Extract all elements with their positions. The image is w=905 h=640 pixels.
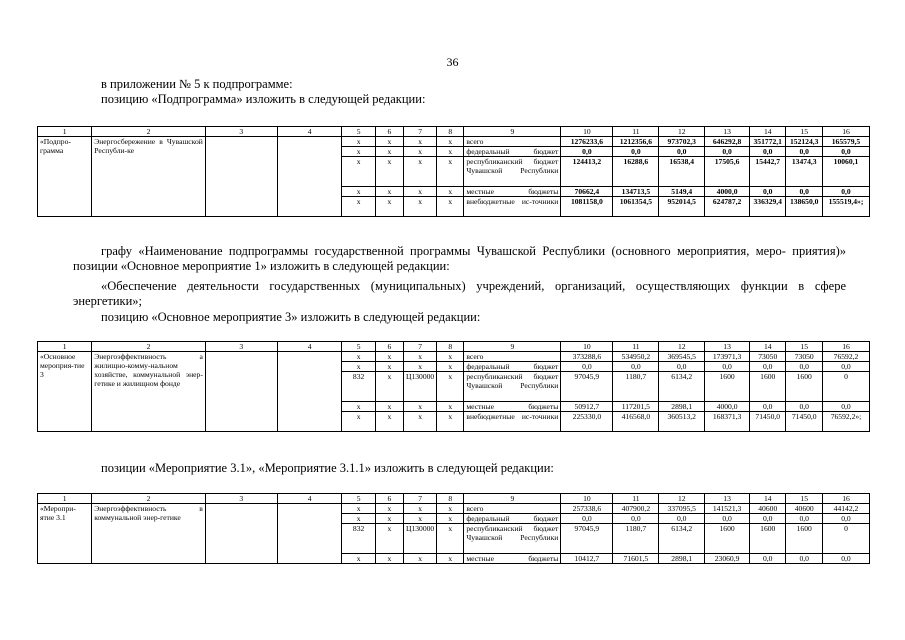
table-row (38, 554, 870, 564)
amount-cell: 0,0 (786, 514, 822, 524)
code-cell: х (342, 147, 375, 157)
column-number: 12 (659, 342, 705, 352)
column-number: 7 (403, 494, 436, 504)
amount-cell: 141521,3 (705, 504, 750, 514)
code-cell: х (437, 362, 464, 372)
empty-cell (92, 554, 206, 564)
table-row (38, 372, 870, 402)
empty-cell (205, 514, 277, 524)
code-cell: х (375, 402, 403, 412)
code-cell: х (342, 554, 375, 564)
empty-cell (277, 137, 342, 147)
empty-cell (205, 362, 277, 372)
position-title: Энергоэффективность в коммунальной энер-гетике (92, 504, 206, 514)
column-number: 16 (822, 127, 869, 137)
code-cell: х (403, 362, 436, 372)
code-cell: 832 (342, 372, 375, 402)
column-number: 14 (750, 342, 786, 352)
amount-cell: 1600 (786, 372, 822, 402)
code-cell: х (437, 147, 464, 157)
empty-cell (38, 147, 92, 157)
amount-cell: 0,0 (561, 514, 613, 524)
empty-cell (38, 372, 92, 402)
amount-cell: 1180,7 (613, 524, 659, 554)
amount-cell: 646292,8 (705, 137, 750, 147)
paragraph-column-name: графу «Наименование подпрограммы государственной программы Чувашской Республики (основного мероприятия, меро- приятия)» позиции «Основное мероприятие 1» изложить в следующей редакции: (73, 244, 846, 273)
column-number: 10 (561, 494, 613, 504)
column-number: 7 (403, 127, 436, 137)
paragraph-events: позиции «Мероприятие 3.1», «Мероприятие 3.1.1» изложить в следующей редакции: (101, 461, 554, 475)
position-name: «Меропри-ятие 3.1 (38, 504, 92, 514)
amount-cell: 1600 (705, 372, 750, 402)
table-header-row (38, 494, 870, 504)
column-number: 10 (561, 342, 613, 352)
column-number: 13 (705, 127, 750, 137)
table-header-row (38, 127, 870, 137)
amount-cell: 76592,2 (822, 352, 869, 362)
amount-cell: 0,0 (786, 187, 822, 197)
empty-cell (205, 137, 277, 147)
amount-cell: 0,0 (750, 402, 786, 412)
amount-cell: 0,0 (822, 554, 869, 564)
amount-cell: 624787,2 (705, 197, 750, 217)
funding-source: внебюджетные ис-точники (464, 197, 561, 217)
amount-cell: 1600 (786, 524, 822, 554)
column-number: 9 (464, 127, 561, 137)
funding-source: всего (464, 504, 561, 514)
amount-cell: 152124,3 (786, 137, 822, 147)
code-cell: х (342, 187, 375, 197)
amount-cell: 0,0 (786, 554, 822, 564)
position-name: «Подпро-грамма (38, 137, 92, 147)
amount-cell: 0,0 (786, 147, 822, 157)
position-title: Энергосбережение в Чувашской Республи-ке (92, 137, 206, 147)
column-number: 7 (403, 342, 436, 352)
subprogram-table (37, 126, 870, 217)
empty-cell (38, 412, 92, 432)
amount-cell: 124413,2 (561, 157, 613, 187)
amount-cell: 0,0 (705, 362, 750, 372)
position-name: «Основное мероприя-тие 3 (38, 352, 92, 362)
amount-cell: 0,0 (750, 362, 786, 372)
amount-cell: 336329,4 (750, 197, 786, 217)
amount-cell: 97045,9 (561, 524, 613, 554)
paragraph-main-event-3: позицию «Основное мероприятие 3» изложить в следующей редакции: (101, 310, 481, 324)
empty-cell (205, 352, 277, 362)
table-row (38, 524, 870, 554)
column-number: 16 (822, 494, 869, 504)
funding-source: федеральный бюджет (464, 147, 561, 157)
empty-cell (205, 187, 277, 197)
amount-cell: 4000,0 (705, 402, 750, 412)
empty-cell (92, 157, 206, 187)
amount-cell: 0,0 (705, 147, 750, 157)
column-number: 2 (92, 342, 206, 352)
amount-cell: 50912,7 (561, 402, 613, 412)
table-row (38, 402, 870, 412)
column-number: 2 (92, 127, 206, 137)
column-number: 2 (92, 494, 206, 504)
table-row (38, 504, 870, 514)
table-row (38, 352, 870, 362)
column-number: 5 (342, 127, 375, 137)
code-cell: х (403, 137, 436, 147)
code-cell: х (375, 197, 403, 217)
amount-cell: 15442,7 (750, 157, 786, 187)
amount-cell: 73050 (786, 352, 822, 362)
amount-cell: 73050 (750, 352, 786, 362)
column-number: 15 (786, 342, 822, 352)
empty-cell (92, 514, 206, 524)
amount-cell: 1276233,6 (561, 137, 613, 147)
amount-cell: 416568,0 (613, 412, 659, 432)
amount-cell: 534950,2 (613, 352, 659, 362)
empty-cell (277, 147, 342, 157)
amount-cell: 6134,2 (659, 372, 705, 402)
empty-cell (277, 402, 342, 412)
amount-cell: 1212356,6 (613, 137, 659, 147)
amount-cell: 0,0 (750, 147, 786, 157)
empty-cell (205, 554, 277, 564)
amount-cell: 13474,3 (786, 157, 822, 187)
amount-cell: 0,0 (613, 362, 659, 372)
column-number: 3 (205, 342, 277, 352)
amount-cell: 44142,2 (822, 504, 869, 514)
funding-source: республиканский бюджет Чувашской Республики (464, 372, 561, 402)
column-number: 3 (205, 494, 277, 504)
empty-cell (277, 372, 342, 402)
column-number: 11 (613, 342, 659, 352)
amount-cell: 351772,1 (750, 137, 786, 147)
amount-cell: 71450,0 (750, 412, 786, 432)
column-number: 3 (205, 127, 277, 137)
table-row (38, 412, 870, 432)
code-cell: х (437, 372, 464, 402)
amount-cell: 0,0 (786, 362, 822, 372)
funding-source: всего (464, 137, 561, 147)
amount-cell: 40600 (750, 504, 786, 514)
amount-cell: 0,0 (705, 514, 750, 524)
empty-cell (277, 362, 342, 372)
code-cell: х (342, 412, 375, 432)
code-cell: х (342, 352, 375, 362)
amount-cell: 952014,5 (659, 197, 705, 217)
code-cell: х (403, 352, 436, 362)
amount-cell: 0,0 (613, 147, 659, 157)
empty-cell (277, 524, 342, 554)
amount-cell: 0 (822, 372, 869, 402)
empty-cell (92, 362, 206, 372)
page-number: 36 (446, 55, 459, 69)
empty-cell (92, 524, 206, 554)
empty-cell (92, 187, 206, 197)
empty-cell (38, 554, 92, 564)
position-title: Энергоэффективность а жилищно-комму-нальном хозяйстве, коммунальной энер-гетике и жилищном фонде (92, 352, 206, 362)
column-number: 1 (38, 494, 92, 504)
column-number: 4 (277, 494, 342, 504)
funding-source: всего (464, 352, 561, 362)
empty-cell (277, 157, 342, 187)
paragraph-new-text: «Обеспечение деятельности государственных (муниципальных) учреждений, организаций, осуществляющих функции в сфере энергетики»; (73, 279, 847, 308)
funding-source: федеральный бюджет (464, 514, 561, 524)
amount-cell: 0,0 (750, 554, 786, 564)
column-number: 5 (342, 342, 375, 352)
amount-cell: 10412,7 (561, 554, 613, 564)
code-cell: Ц130000 (403, 372, 436, 402)
amount-cell: 1180,7 (613, 372, 659, 402)
empty-cell (277, 352, 342, 362)
empty-cell (38, 402, 92, 412)
amount-cell: 0,0 (659, 362, 705, 372)
column-number: 1 (38, 342, 92, 352)
amount-cell: 0 (822, 524, 869, 554)
intro-line-1: в приложении № 5 к подпрограмме: (101, 77, 293, 91)
code-cell: х (437, 514, 464, 524)
column-number: 8 (437, 494, 464, 504)
table-row (38, 137, 870, 147)
amount-cell: 97045,9 (561, 372, 613, 402)
table-row (38, 514, 870, 524)
code-cell: х (437, 524, 464, 554)
code-cell: 832 (342, 524, 375, 554)
code-cell: х (437, 504, 464, 514)
empty-cell (205, 504, 277, 514)
column-number: 14 (750, 494, 786, 504)
amount-cell: 2898,1 (659, 402, 705, 412)
column-number: 15 (786, 127, 822, 137)
code-cell: х (437, 412, 464, 432)
amount-cell: 369545,5 (659, 352, 705, 362)
amount-cell: 0,0 (659, 147, 705, 157)
code-cell: х (342, 197, 375, 217)
amount-cell: 165579,5 (822, 137, 869, 147)
code-cell: х (375, 187, 403, 197)
amount-cell: 16538,4 (659, 157, 705, 187)
amount-cell: 373288,6 (561, 352, 613, 362)
code-cell: х (342, 504, 375, 514)
amount-cell: 1600 (750, 524, 786, 554)
code-cell: х (437, 402, 464, 412)
empty-cell (92, 147, 206, 157)
code-cell: х (437, 197, 464, 217)
table-row (38, 147, 870, 157)
column-number: 4 (277, 127, 342, 137)
empty-cell (38, 362, 92, 372)
amount-cell: 1600 (750, 372, 786, 402)
column-number: 4 (277, 342, 342, 352)
column-number: 6 (375, 494, 403, 504)
amount-cell: 0,0 (659, 514, 705, 524)
amount-cell: 134713,5 (613, 187, 659, 197)
code-cell: х (403, 402, 436, 412)
empty-cell (38, 524, 92, 554)
amount-cell: 10060,1 (822, 157, 869, 187)
code-cell: х (342, 137, 375, 147)
amount-cell: 407900,2 (613, 504, 659, 514)
amount-cell: 168371,3 (705, 412, 750, 432)
code-cell: х (342, 157, 375, 187)
code-cell: х (342, 362, 375, 372)
code-cell: Ц130000 (403, 524, 436, 554)
amount-cell: 0,0 (822, 187, 869, 197)
empty-cell (205, 402, 277, 412)
empty-cell (92, 412, 206, 432)
table-row (38, 157, 870, 187)
funding-source: местные бюджеты (464, 187, 561, 197)
empty-cell (277, 554, 342, 564)
empty-cell (205, 157, 277, 187)
amount-cell: 0,0 (822, 402, 869, 412)
code-cell: х (375, 352, 403, 362)
code-cell: х (403, 197, 436, 217)
amount-cell: 16288,6 (613, 157, 659, 187)
code-cell: х (403, 554, 436, 564)
empty-cell (205, 147, 277, 157)
code-cell: х (375, 412, 403, 432)
amount-cell: 0,0 (561, 147, 613, 157)
amount-cell: 23060,9 (705, 554, 750, 564)
amount-cell: 40600 (786, 504, 822, 514)
empty-cell (277, 514, 342, 524)
amount-cell: 76592,2»; (822, 412, 869, 432)
code-cell: х (437, 554, 464, 564)
amount-cell: 71601,5 (613, 554, 659, 564)
amount-cell: 0,0 (750, 514, 786, 524)
code-cell: х (375, 157, 403, 187)
empty-cell (277, 504, 342, 514)
empty-cell (38, 197, 92, 217)
code-cell: х (403, 187, 436, 197)
amount-cell: 0,0 (750, 187, 786, 197)
funding-source: местные бюджеты (464, 402, 561, 412)
empty-cell (38, 187, 92, 197)
empty-cell (205, 524, 277, 554)
column-number: 6 (375, 342, 403, 352)
empty-cell (38, 514, 92, 524)
amount-cell: 71450,0 (786, 412, 822, 432)
code-cell: х (375, 554, 403, 564)
code-cell: х (403, 412, 436, 432)
code-cell: х (375, 514, 403, 524)
amount-cell: 1081158,0 (561, 197, 613, 217)
amount-cell: 225330,0 (561, 412, 613, 432)
amount-cell: 70662,4 (561, 187, 613, 197)
amount-cell: 257338,6 (561, 504, 613, 514)
amount-cell: 5149,4 (659, 187, 705, 197)
amount-cell: 337095,5 (659, 504, 705, 514)
main-event-3-table (37, 341, 870, 432)
funding-source: республиканский бюджет Чувашской Республики (464, 157, 561, 187)
table-row (38, 197, 870, 217)
amount-cell: 0,0 (822, 362, 869, 372)
amount-cell: 17505,6 (705, 157, 750, 187)
column-number: 11 (613, 494, 659, 504)
event-3-1-table (37, 493, 870, 564)
empty-cell (92, 197, 206, 217)
empty-cell (92, 372, 206, 402)
amount-cell: 173971,3 (705, 352, 750, 362)
amount-cell: 0,0 (822, 147, 869, 157)
table-row (38, 187, 870, 197)
code-cell: х (375, 504, 403, 514)
code-cell: х (375, 137, 403, 147)
amount-cell: 0,0 (561, 362, 613, 372)
empty-cell (38, 157, 92, 187)
amount-cell: 0,0 (613, 514, 659, 524)
code-cell: х (437, 157, 464, 187)
amount-cell: 138650,0 (786, 197, 822, 217)
code-cell: х (375, 147, 403, 157)
column-number: 13 (705, 494, 750, 504)
code-cell: х (342, 402, 375, 412)
funding-source: местные бюджеты (464, 554, 561, 564)
column-number: 12 (659, 494, 705, 504)
empty-cell (205, 197, 277, 217)
code-cell: х (403, 157, 436, 187)
funding-source: республиканский бюджет Чувашской Республики (464, 524, 561, 554)
column-number: 15 (786, 494, 822, 504)
code-cell: х (403, 514, 436, 524)
column-number: 6 (375, 127, 403, 137)
column-number: 10 (561, 127, 613, 137)
column-number: 8 (437, 342, 464, 352)
amount-cell: 973702,3 (659, 137, 705, 147)
column-number: 9 (464, 494, 561, 504)
code-cell: х (437, 137, 464, 147)
column-number: 16 (822, 342, 869, 352)
table-row (38, 362, 870, 372)
amount-cell: 1600 (705, 524, 750, 554)
funding-source: федеральный бюджет (464, 362, 561, 372)
column-number: 14 (750, 127, 786, 137)
amount-cell: 6134,2 (659, 524, 705, 554)
code-cell: х (342, 514, 375, 524)
amount-cell: 2898,1 (659, 554, 705, 564)
intro-line-2: позицию «Подпрограмма» изложить в следующей редакции: (101, 92, 426, 106)
code-cell: х (403, 147, 436, 157)
empty-cell (277, 187, 342, 197)
column-number: 5 (342, 494, 375, 504)
column-number: 12 (659, 127, 705, 137)
column-number: 11 (613, 127, 659, 137)
code-cell: х (375, 362, 403, 372)
code-cell: х (437, 187, 464, 197)
table-header-row (38, 342, 870, 352)
amount-cell: 0,0 (822, 514, 869, 524)
empty-cell (205, 372, 277, 402)
amount-cell: 4000,0 (705, 187, 750, 197)
amount-cell: 155519,4»; (822, 197, 869, 217)
amount-cell: 1061354,5 (613, 197, 659, 217)
code-cell: х (437, 352, 464, 362)
amount-cell: 0,0 (786, 402, 822, 412)
empty-cell (205, 412, 277, 432)
column-number: 13 (705, 342, 750, 352)
column-number: 8 (437, 127, 464, 137)
empty-cell (277, 197, 342, 217)
empty-cell (277, 412, 342, 432)
amount-cell: 117201,5 (613, 402, 659, 412)
code-cell: х (375, 372, 403, 402)
empty-cell (92, 402, 206, 412)
amount-cell: 360513,2 (659, 412, 705, 432)
column-number: 9 (464, 342, 561, 352)
column-number: 1 (38, 127, 92, 137)
code-cell: х (403, 504, 436, 514)
code-cell: х (375, 524, 403, 554)
funding-source: внебюджетные ис-точники (464, 412, 561, 432)
